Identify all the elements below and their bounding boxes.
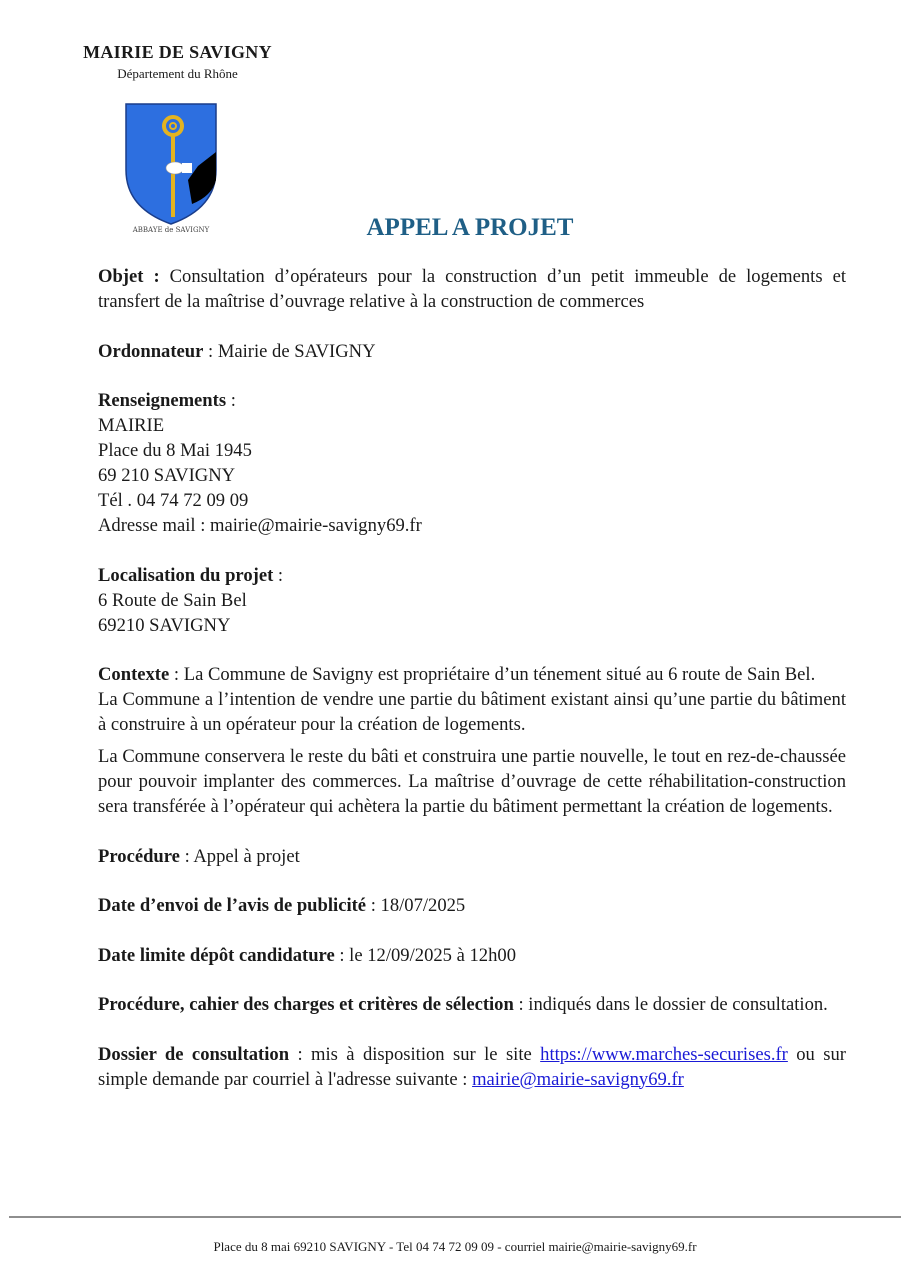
localisation-heading: Localisation du projet :	[98, 564, 284, 586]
date-envoi-label: Date d’envoi de l’avis de publicité	[98, 895, 367, 916]
procedure-label: Procédure	[98, 845, 180, 867]
department-name: Département du Rhône	[117, 66, 238, 81]
ordonnateur-paragraph	[98, 339, 846, 364]
procedure-text: : Appel à projet	[179, 845, 300, 867]
contact-line: Tél . 04 74 72 09 09	[98, 490, 249, 511]
contact-line: MAIRIE	[98, 415, 165, 436]
address-line: 6 Route de Sain Bel	[98, 589, 247, 611]
contexte-paragraph-3: La Commune conservera le reste du bâti et construira une partie nouvelle, le tout en rez-de-chaussée pour pouvoir implanter des commerces. La maîtrise d’ouvrage de cette réhabilitation-construction sera transférée à l’opérateur qui achètera la partie du bâtiment permettant la création de logements.	[98, 746, 846, 817]
ordonnateur-text: : Mairie de SAVIGNY	[203, 340, 376, 362]
date-envoi-value: : 18/07/2025	[366, 895, 466, 916]
crest-motto: ABBAYE de SAVIGNY	[132, 226, 210, 234]
contact-line: Adresse mail : mairie@mairie-savigny69.fr	[98, 515, 422, 536]
dossier-label: Dossier de consultation	[98, 1043, 290, 1065]
contact-line: 69 210 SAVIGNY	[98, 465, 236, 486]
marches-securises-link[interactable]: https://www.marches-securises.fr	[540, 1043, 788, 1065]
renseignements-label: Renseignements	[98, 390, 227, 411]
contexte-text: : La Commune de Savigny est propriétaire d’un ténement situé au 6 route de Sain Bel.	[169, 664, 816, 685]
criteres-label: Procédure, cahier des charges et critères de sélection	[98, 994, 514, 1015]
criteres-text: : indiqués dans le dossier de consultation.	[513, 994, 828, 1015]
ordonnateur-label: Ordonnateur	[98, 340, 204, 362]
objet-paragraph	[98, 264, 846, 314]
objet-text: Consultation d’opérateurs pour la construction d’un petit immeuble de logements et transfert de la maîtrise d’ouvrage relative à la construction de commerces	[98, 266, 846, 312]
date-limite-paragraph	[98, 943, 846, 968]
email-link[interactable]: mairie@mairie-savigny69.fr	[472, 1068, 684, 1090]
letterhead	[70, 41, 285, 83]
contexte-paragraph	[98, 662, 846, 687]
date-envoi-paragraph	[98, 893, 846, 918]
renseignements-heading: Renseignements :	[98, 390, 236, 411]
objet-label: Objet :	[98, 266, 160, 287]
coat-of-arms-logo	[118, 100, 224, 235]
date-limite-label: Date limite dépôt candidature	[98, 944, 335, 966]
contexte-paragraph-2: La Commune a l’intention de vendre une partie du bâtiment existant ainsi qu’une partie du bâtiment à construire à un opérateur pour la création de logements.	[98, 689, 846, 735]
date-limite-value: : le 12/09/2025 à 12h00	[334, 944, 516, 966]
page-title: APPEL A PROJET	[366, 214, 574, 241]
contexte-label: Contexte	[98, 664, 170, 685]
notice-body	[98, 264, 846, 1092]
address-line: 69210 SAVIGNY	[98, 614, 231, 636]
municipality-name: MAIRIE DE SAVIGNY	[83, 42, 272, 62]
dossier-paragraph: Dossier de consultation : mis à disposition sur le site https://www.marches-securises.fr ou sur simple demande par courriel à l'adresse suivante : mairie@mairie-savigny69.fr	[98, 1043, 846, 1090]
criteres-paragraph	[98, 992, 846, 1017]
localisation-label: Localisation du projet	[98, 564, 274, 586]
footer-contact: Place du 8 mai 69210 SAVIGNY - Tel 04 74 72 09 09 - courriel mairie@mairie-savigny69.fr	[213, 1239, 697, 1254]
footer-divider	[9, 1216, 901, 1218]
contact-line: Place du 8 Mai 1945	[98, 440, 252, 461]
procedure-paragraph	[98, 844, 846, 869]
